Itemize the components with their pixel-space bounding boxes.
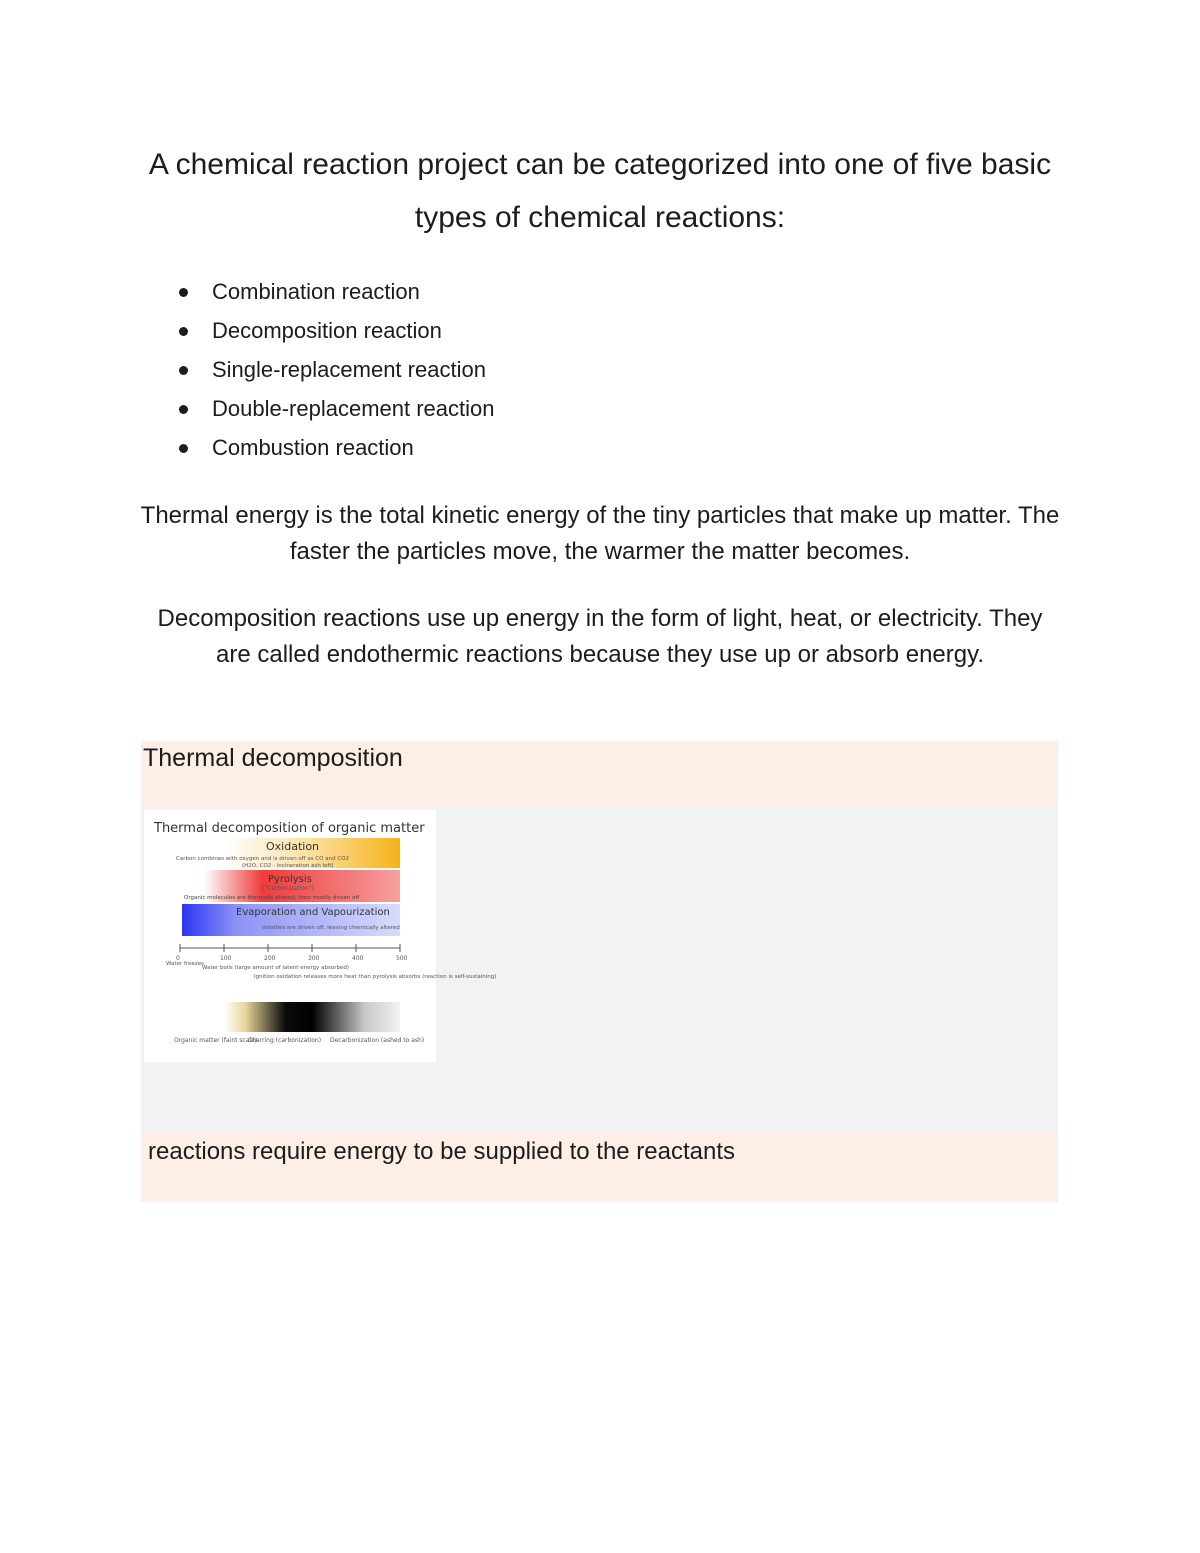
thermal-energy-paragraph: Thermal energy is the total kinetic energy of the tiny particles that make up matter. The faster the particles move, the warmer the matter becomes. — [140, 502, 1060, 565]
bullet-icon — [179, 405, 188, 414]
axis-ticks — [176, 944, 408, 962]
table-header-row — [141, 741, 1058, 807]
oxidation-sub: (H2O, CO2 - incineration ash left) — [242, 863, 334, 869]
list-item-label: Double-replacement reaction — [212, 396, 495, 421]
list-item — [176, 350, 495, 389]
list-item-label: Single-replacement reaction — [212, 357, 486, 382]
axis-note-boil: Water boils (large amount of latent energy absorbed) — [202, 965, 349, 971]
figure-title: Thermal decomposition of organic matter — [154, 821, 425, 836]
oxidation-note: Carbon combines with oxygen and is driven off as CO and CO2 — [176, 856, 350, 862]
figure-graphic — [144, 810, 497, 1062]
pyrolysis-sub: ("Carbonization") — [262, 885, 314, 892]
evaporation-label: Evaporation and Vapourization — [236, 907, 390, 918]
list-item — [176, 272, 495, 311]
decomposition-paragraph: Decomposition reactions use up energy in the form of light, heat, or electricity. They are called endothermic reactions because they use up or absorb energy. — [157, 605, 1043, 668]
gradient-label-charring: Charring (carbonization) — [248, 1037, 322, 1044]
axis-tick-label: 500 — [396, 955, 408, 962]
table-footer-row — [141, 1132, 1058, 1202]
list-item-label: Combustion reaction — [212, 435, 414, 460]
list-item — [176, 389, 495, 428]
list-item-label: Decomposition reaction — [212, 318, 442, 343]
pyrolysis-label: Pyrolysis — [268, 874, 312, 885]
charring-gradient — [224, 1002, 400, 1032]
axis-tick-label: 400 — [352, 955, 364, 962]
bullet-icon — [179, 327, 188, 336]
bullet-icon — [179, 288, 188, 297]
axis-tick-label: 300 — [308, 955, 320, 962]
bullet-icon — [179, 444, 188, 453]
thermal-decomposition-figure — [144, 810, 497, 1062]
bullet-icon — [179, 366, 188, 375]
gradient-label-decarb: Decarbonization (ashed to ash) — [330, 1037, 425, 1044]
list-item-label: Combination reaction — [212, 279, 420, 304]
page-heading: A chemical reaction project can be categorized into one of five basic types of chemical reactions: — [148, 148, 1052, 234]
table-header-text: Thermal decomposition — [143, 744, 403, 772]
table-footer-text: reactions require energy to be supplied to the reactants — [148, 1138, 736, 1165]
gradient-label-organic: Organic matter (faint scale) — [174, 1037, 258, 1044]
axis-note-ignition: Ignition oxidation releases more heat than pyrolysis absorbs (reaction is self-sustaining) — [254, 974, 497, 980]
evaporation-note: Volatiles are driven off, leaving chemically altered — [262, 925, 400, 931]
list-item — [176, 311, 495, 350]
oxidation-label: Oxidation — [266, 840, 320, 853]
axis-note-freeze: Water freezes — [166, 961, 204, 967]
pyrolysis-note: Organic molecules are thermally altered, then mostly driven off — [184, 895, 360, 901]
axis-tick-label: 200 — [264, 955, 276, 962]
list-item — [176, 428, 495, 467]
axis-tick-label: 0 — [176, 955, 180, 962]
reaction-type-list — [176, 272, 495, 467]
axis-tick-label: 100 — [220, 955, 232, 962]
